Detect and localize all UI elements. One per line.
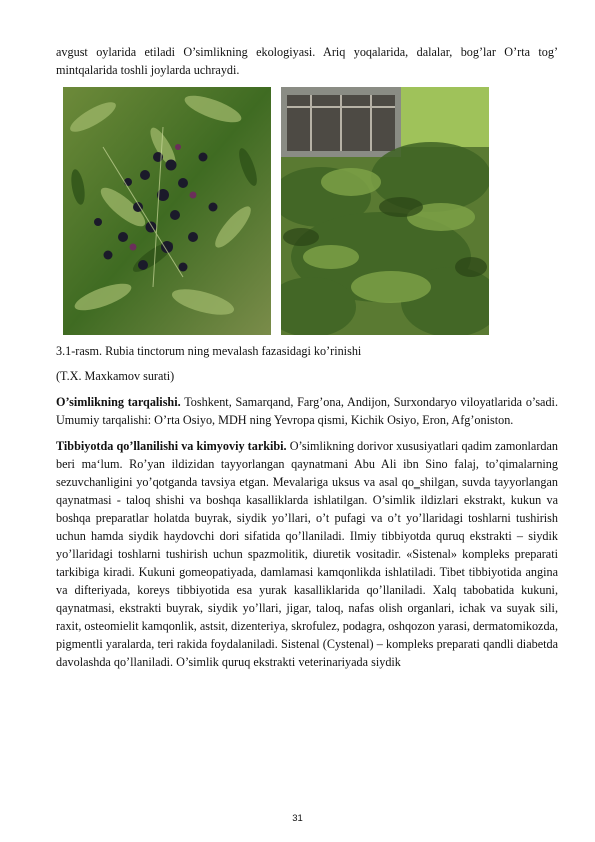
page-body xyxy=(56,40,558,671)
medical-use-paragraph xyxy=(56,437,558,671)
distribution-heading: O’simlikning tarqalishi. xyxy=(56,395,181,409)
page-number: 31 xyxy=(292,813,303,824)
distribution-paragraph xyxy=(56,393,558,429)
distribution-text: Toshkent, Samarqand, Farg’ona, Andijon, Surxondaryo viloyatlarida o’sadi. Umumiy tarqalishi: O’rta Osiyo, MDH ning Yevropa qismi, Kichik Osiyo, Eron, Afg’oniston. xyxy=(56,395,558,427)
intro-paragraph: avgust oylarida etiladi O’simlikning ekologiyasi. Ariq yoqalarida, dalalar, bog’lar O’rta tog’ mintqalarida toshli joylarda uchraydi. xyxy=(56,45,558,77)
figure-caption: 3.1-rasm. Rubia tinctorum ning mevalash fazasidagi ko’rinishi xyxy=(56,344,362,358)
rubia-thicket-photo xyxy=(281,87,489,335)
medical-use-text: O’simlikning dorivor xususiyatlari qadim zamonlardan beri ma‘lum. Ro’yan ildizidan tayyorlangan qaynatmani Abu Ali ibn Sino falaj, to’qimalarning sezuvchanligini yo’qotganda tavsiya etgan. Mevalariga uksus va asal qo‗shilgan, suvda tayyorlangan qaynatmasi - taloq shishi va boshqa kasalliklarda ishlatilgan. O’simlik ildizlari ekstrakt, kukun va boshqa preparatlar holatda buyrak, siydik yo’llari, o’t pufagi va o’t yo’llaridagi toshlarni tushirish uchun hamda siydik haydovchi dori sifatida qo’llaniladi. Ilmiy tibbiyotda quruq ekstrakti – siydik yo’llaridagi toshlarni tushirish uchun spazmolitik, diuretik vositadir. «Sistenal» kompleks preparati tarkibiga kiradi. Kukuni gomeopatiyada, damlamasi kamqonlikda ishlatiladi. Tibet tibbiyotida angina va difteriyada, koreys tibbiyotida esa yurak kasalliklarida qo’llaniladi. Xalq tabobatida kukuni, qaynatmasi, ekstrakti buyrak, siydik yo’llari, jigar, taloq, nafas olish organlari, ichak va suyak sili, raxit, osteomielit kamqonlik, astsit, dizenteriya, skrofulez, podagra, oshqozon yarasi, dermatomikozda, pigmentli yaralarda, teri rakida foydalaniladi. Sistenal (Cystenal) – kompleks preparati qandli diabetda davolashda qo’llaniladi. O’simlik quruq ekstrakti veterinariyada siydik xyxy=(56,439,559,669)
rubia-berries-photo xyxy=(63,87,271,335)
figure xyxy=(56,87,558,339)
figure-credit: (T.X. Maxkamov surati) xyxy=(56,369,175,383)
medical-use-heading: Tibbiyotda qo’llanilishi va kimyoviy tarkibi. xyxy=(56,439,287,453)
